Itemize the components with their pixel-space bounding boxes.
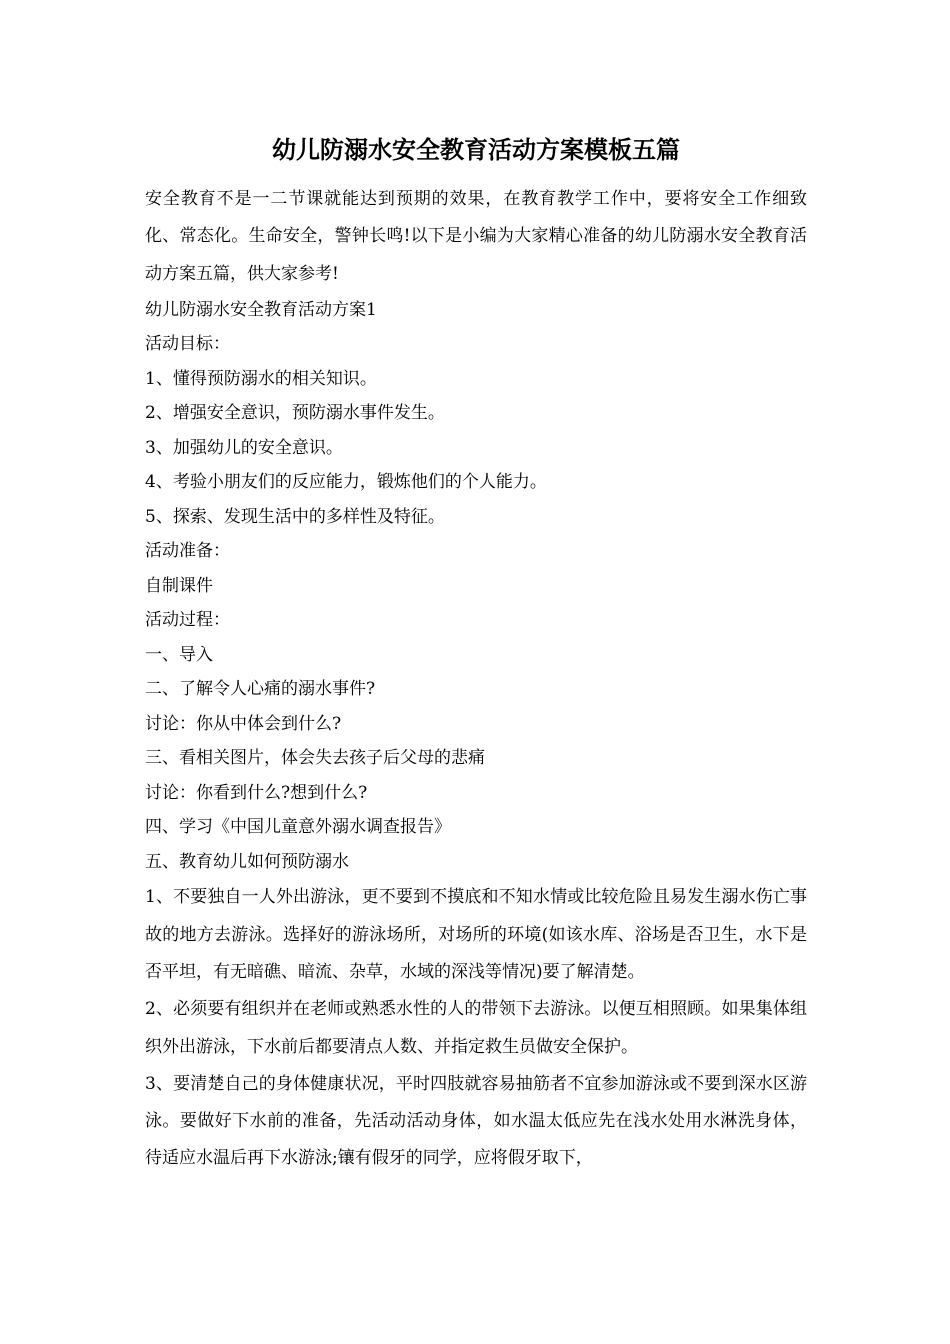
rule-paragraph: 2、必须要有组织并在老师或熟悉水性的人的带领下去游泳。以便互相照顾。如果集体组织外出游泳，下水前后都要清点人数、并指定救生员做安全保护。 [145,999,807,1057]
process-item: 讨论：你看到什么?想到什么? [145,782,368,803]
process-item: 三、看相关图片，体会失去孩子后父母的悲痛 [145,748,485,769]
prep-item: 自制课件 [145,575,213,596]
prep-label: 活动准备： [145,541,230,562]
section-heading: 幼儿防溺水安全教育活动方案1 [145,299,377,320]
goal-item: 3、加强幼儿的安全意识。 [145,437,343,458]
document-title: 幼儿防溺水安全教育活动方案模板五篇 [272,136,680,164]
goal-item: 5、探索、发现生活中的多样性及特征。 [145,506,445,527]
document-body [145,181,807,1178]
goals-label: 活动目标： [145,334,230,355]
goal-item: 2、增强安全意识，预防溺水事件发生。 [145,403,445,424]
process-label: 活动过程： [145,610,230,631]
intro-paragraph: 安全教育不是一二节课就能达到预期的效果，在教育教学工作中，要将安全工作细致化、常态化。生命安全，警钟长鸣!以下是小编为大家精心准备的幼儿防溺水安全教育活动方案五篇，供大家参考! [145,189,807,284]
process-item: 五、教育幼儿如何预防溺水 [145,851,349,872]
goal-item: 1、懂得预防溺水的相关知识。 [145,368,377,389]
rule-paragraph: 3、要清楚自己的身体健康状况，平时四肢就容易抽筋者不宜参加游泳或不要到深水区游泳。要做好下水前的准备，先活动活动身体，如水温太低应先在浅水处用水淋洗身体，待适应水温后再下水游泳;镶有假牙的同学，应将假牙取下， [145,1073,807,1169]
process-item: 讨论：你从中体会到什么? [145,713,342,734]
goal-item: 4、考验小朋友们的反应能力，锻炼他们的个人能力。 [145,472,547,493]
process-item: 一、导入 [145,644,213,665]
rule-paragraph: 1、不要独自一人外出游泳，更不要到不摸底和不知水情或比较危险且易发生溺水伤亡事故的地方去游泳。选择好的游泳场所，对场所的环境(如该水库、浴场是否卫生，水下是否平坦，有无暗礁、暗流、杂草，水域的深浅等情况)要了解清楚。 [145,887,807,982]
process-item: 四、学习《中国儿童意外溺水调查报告》 [145,817,451,838]
process-item: 二、了解令人心痛的溺水事件? [145,679,376,700]
